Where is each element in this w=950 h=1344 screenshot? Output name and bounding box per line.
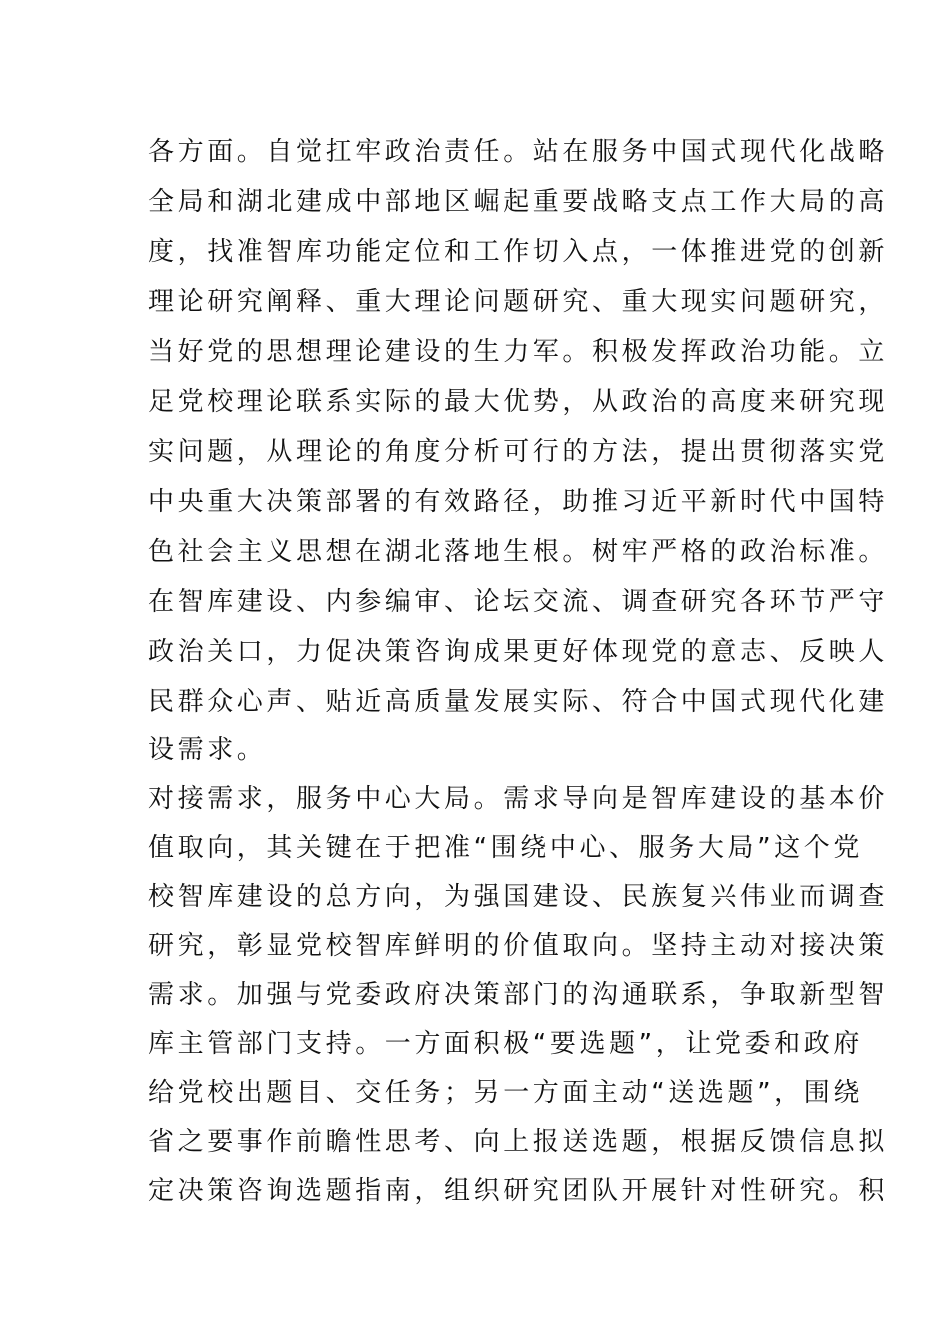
text-line: 民群众心声、贴近高质量发展实际、符合中国式现代化建 <box>148 687 889 717</box>
text-line: 校智库建设的总方向，为强国建设、民族复兴伟业而调查 <box>148 882 889 912</box>
text-line: 各方面。自觉扛牢政治责任。站在服务中国式现代化战略 <box>148 137 889 167</box>
text-line: 色社会主义思想在湖北落地生根。树牢严格的政治标准。 <box>148 537 889 567</box>
text-line: 需求。加强与党委政府决策部门的沟通联系，争取新型智 <box>148 980 889 1010</box>
text-line: 实问题，从理论的角度分析可行的方法，提出贯彻落实党 <box>148 437 889 467</box>
text-line: 库主管部门支持。一方面积极“要选题”，让党委和政府 <box>148 1029 863 1059</box>
text-line: 对接需求，服务中心大局。需求导向是智库建设的基本价 <box>148 784 889 814</box>
text-line: 足党校理论联系实际的最大优势，从政治的高度来研究现 <box>148 387 889 417</box>
text-line: 全局和湖北建成中部地区崛起重要战略支点工作大局的高 <box>148 187 889 217</box>
text-line: 定决策咨询选题指南，组织研究团队开展针对性研究。积 <box>148 1176 889 1206</box>
text-line: 度，找准智库功能定位和工作切入点，一体推进党的创新 <box>148 237 889 267</box>
text-line: 在智库建设、内参编审、论坛交流、调查研究各环节严守 <box>148 587 889 617</box>
text-line: 理论研究阐释、重大理论问题研究、重大现实问题研究， <box>148 287 889 317</box>
text-line: 给党校出题目、交任务；另一方面主动“送选题”，围绕 <box>148 1078 863 1108</box>
text-line: 中央重大决策部署的有效路径，助推习近平新时代中国特 <box>148 487 889 517</box>
text-line: 省之要事作前瞻性思考、向上报送选题，根据反馈信息拟 <box>148 1127 889 1157</box>
text-line: 研究，彰显党校智库鲜明的价值取向。坚持主动对接决策 <box>148 931 889 961</box>
text-line: 设需求。 <box>148 735 267 765</box>
text-line: 当好党的思想理论建设的生力军。积极发挥政治功能。立 <box>148 337 889 367</box>
text-line: 值取向，其关键在于把准“围绕中心、服务大局”这个党 <box>148 833 863 863</box>
text-line: 政治关口，力促决策咨询成果更好体现党的意志、反映人 <box>148 637 889 667</box>
